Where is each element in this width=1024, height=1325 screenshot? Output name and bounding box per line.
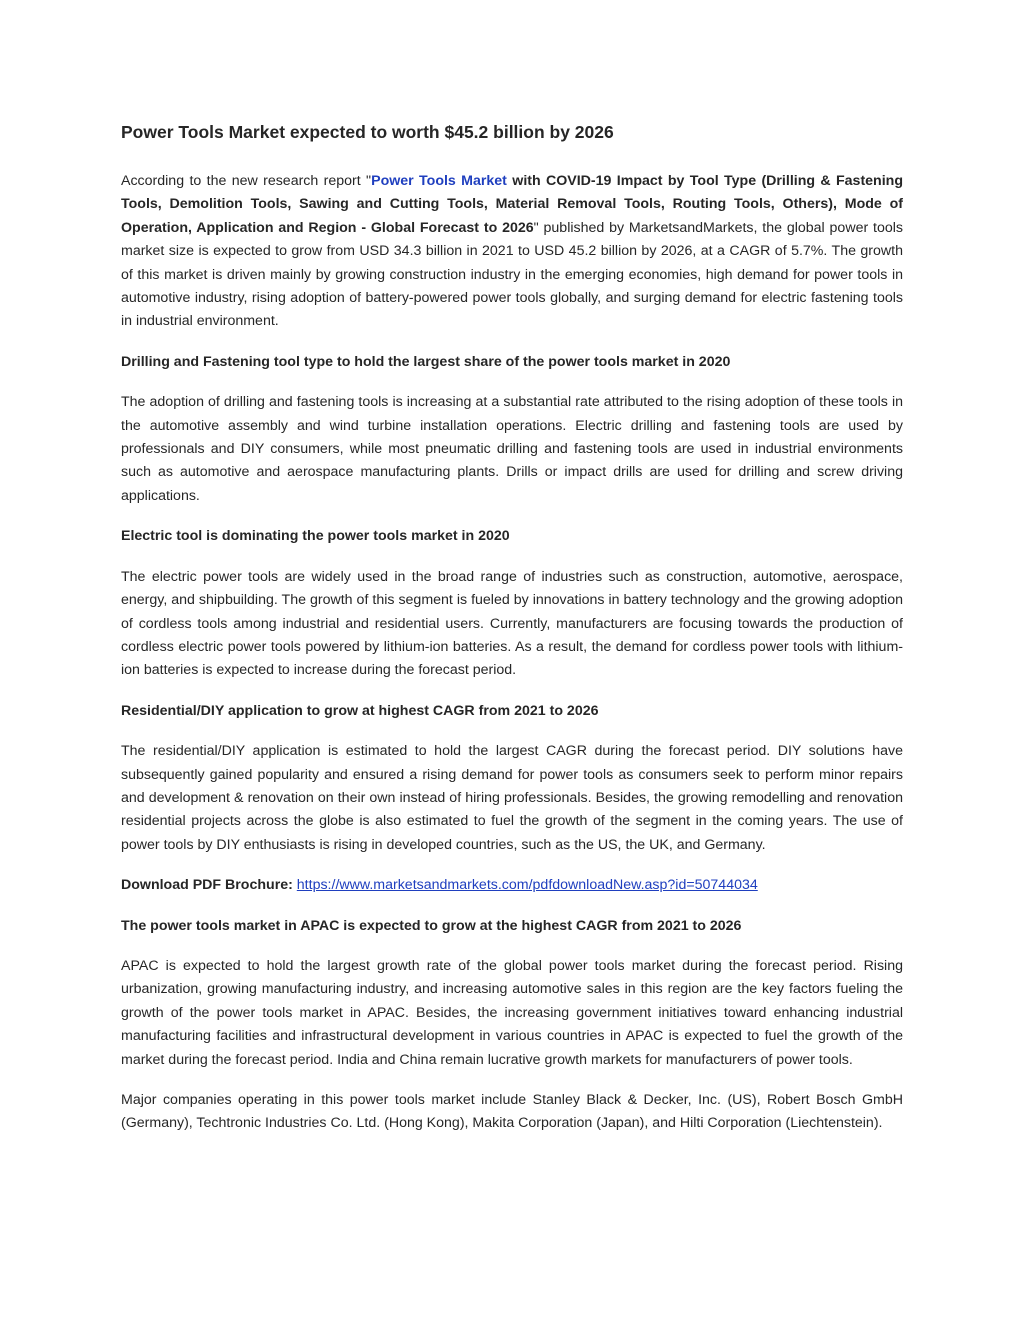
apac-body: APAC is expected to hold the largest growth rate of the global power tools market during the forecast period. Rising urbanization, growing manufacturing industry, and increasing automotive sales in this region are the key factors fueling the growth of the power tools market in APAC. Besides, the increasing government initiatives toward enhancing industrial manufacturing facilities and infrastructural development in various countries in APAC is expected to fuel the growth of the market during the forecast period. India and China remain lucrative growth markets for manufacturers of power tools. — [121, 957, 903, 1068]
document-page — [121, 118, 903, 1153]
residential-heading: Residential/DIY application to grow at highest CAGR from 2021 to 2026 — [121, 702, 599, 719]
drilling-body: The adoption of drilling and fastening tools is increasing at a substantial rate attributed to the rising adoption of these tools in the automotive assembly and wind turbine installation operations. Electric drilling and fastening tools are used by professionals and DIY consumers, while most pneumatic drilling and fastening tools are used in industrial environments such as automotive and aerospace manufacturing plants. Drills or impact drills are used for drilling and screw driving applications. — [121, 394, 903, 504]
residential-body: The residential/DIY application is estimated to hold the largest CAGR during the forecast period. DIY solutions have subsequently gained popularity and ensured a rising demand for power tools as consumers seek to perform minor repairs and development & renovation on their own instead of hiring professionals. Besides, the growing remodelling and renovation residential projects across the globe is also estimated to fuel the growth of the segment in the coming years. The use of power tools by DIY enthusiasts is rising in developed countries, such as the US, the UK, and Germany. — [121, 743, 903, 853]
intro-suffix: " published by MarketsandMarkets, the global power tools market size is expected to grow from USD 34.3 billion in 2021 to USD 45.2 billion by 2026, at a CAGR of 5.7%. The growth of this market is driven mainly by growing construction industry in the emerging economies, high demand for power tools in automotive industry, rising adoption of battery-powered power tools globally, and surging demand for electric fastening tools in industrial environment. — [121, 219, 903, 330]
drilling-heading: Drilling and Fastening tool type to hold the largest share of the power tools market in 2020 — [121, 353, 731, 370]
brochure-label: Download PDF Brochure: — [121, 877, 293, 894]
page-title: Power Tools Market expected to worth $45.2 billion by 2026 — [121, 122, 614, 142]
companies-body: Major companies operating in this power tools market include Stanley Black & Decker, Inc. (US), Robert Bosch GmbH (Germany), Techtronic Industries Co. Ltd. (Hong Kong), Makita Corporation (Japan), and Hilti Corporation (Liechtenstein). — [121, 1092, 903, 1132]
brochure-line — [121, 874, 903, 897]
apac-heading: The power tools market in APAC is expected to grow at the highest CAGR from 2021 to 2026 — [121, 917, 742, 934]
brochure-link[interactable]: https://www.marketsandmarkets.com/pdfdownloadNew.asp?id=50744034 — [296, 877, 758, 894]
electric-heading: Electric tool is dominating the power tools market in 2020 — [121, 528, 510, 545]
report-title: with COVID-19 Impact by Tool Type (Drilling & Fastening Tools, Demolition Tools, Sawing and Cutting Tools, Material Removal Tools, Routing Tools, Others), Mode of Operation, Application and Region - Global Forecast to 2026 — [121, 173, 903, 236]
electric-body: The electric power tools are widely used in the broad range of industries such as construction, automotive, aerospace, energy, and shipbuilding. The growth of this segment is fueled by innovations in battery technology and the growing adoption of cordless tools among industrial and residential users. Currently, manufacturers are focusing towards the production of cordless electric power tools powered by lithium-ion batteries. As a result, the demand for cordless power tools with lithium-ion batteries is expected to increase during the forecast period. — [121, 568, 903, 679]
intro-prefix: According to the new research report " — [121, 173, 372, 189]
report-link[interactable]: Power Tools Market — [371, 173, 507, 189]
intro-paragraph — [121, 170, 903, 334]
